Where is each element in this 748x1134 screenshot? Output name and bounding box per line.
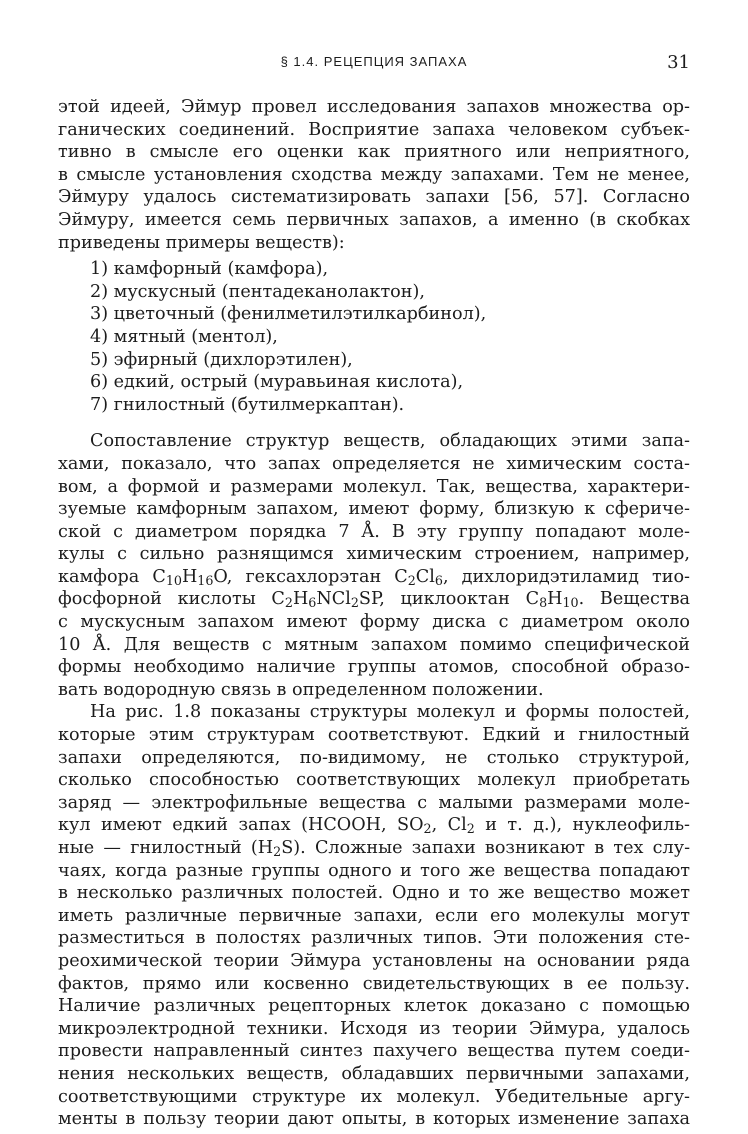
text-line: в несколько различных полостей. Одно и то же вещество может <box>58 883 690 904</box>
text-line: чаях, когда разные группы одного и того же вещества попадают <box>58 860 690 881</box>
text-line: реохимической теории Эймура установлены на основании ряда <box>58 950 690 971</box>
text-line: менты в пользу теории дают опыты, в которых изменение запаха <box>58 1109 690 1130</box>
text-line: в смысле установления сходства между запахами. Тем не менее, <box>58 164 690 185</box>
formula-line: ные — гнилостный $(H_2S)$. Сложные запахи возникают в тех слу- <box>58 838 691 860</box>
text-line: Сопоставление структур веществ, обладающих этими запа- <box>90 431 690 452</box>
text-line: микроэлектродной техники. Исходя из теории Эймура, удалось <box>58 1018 690 1039</box>
text-line: которые этим структурам соответствуют. Едкий и гнилостный <box>58 725 690 746</box>
text-line: с мускусным запахом имеют форму диска с диаметром около <box>58 612 690 633</box>
list-item: 7) гнилостный (бутилмеркаптан). <box>90 394 405 415</box>
list-item: 3) цветочный (фенилметилэтилкарбинол), <box>90 304 487 325</box>
formula-line: камфора $C_{10}H_{16}O$, гексахлорэтан $C_2Cl_6$, дихлоридэтиламид тио- <box>58 566 690 589</box>
paragraph-3 <box>58 701 690 1130</box>
text-line: разместиться в полостях различных типов. Эти положения сте- <box>58 928 690 949</box>
text-line: запахи определяются, по-видимому, не столько структурой, <box>58 747 690 768</box>
text-line: сколько способностью соответствующих молекул приобретать <box>58 770 690 791</box>
text-line: вом, а формой и размерами молекул. Так, вещества, характери- <box>58 476 690 497</box>
text-line: провести направленный синтез пахучего вещества путем соеди- <box>58 1041 690 1062</box>
text-line: вать водородную связь в определенном положении. <box>58 679 544 700</box>
text-line: иметь различные первичные запахи, если его молекулы могут <box>58 905 690 926</box>
text-line: тивно в смысле его оценки как приятного или неприятного, <box>58 142 690 163</box>
list-item: 6) едкий, острый (муравьиная кислота), <box>90 372 464 393</box>
text-line: ской с диаметром порядка 7 Å. В эту группу попадают моле- <box>58 521 690 542</box>
text-line: зуемые камфорным запахом, имеют форму, близкую к сфериче- <box>58 499 690 520</box>
text-line: фактов, прямо или косвенно свидетельствующих в ее пользу. <box>58 973 690 994</box>
text-line: формы необходимо наличие группы атомов, способной образо- <box>58 657 690 678</box>
body-text <box>58 96 690 1131</box>
formula-line: кул имеют едкий запах (HCOOH, $SO_2$, $Cl_2$ и т. д.), нуклеофиль- <box>58 815 690 837</box>
text-line: этой идеей, Эймур провел исследования запахов множества ор- <box>58 97 690 117</box>
text-line: соответствующими структуре их молекул. Убедительные аргу- <box>58 1086 690 1107</box>
text-line: ганических соединений. Восприятие запаха человеком субъек- <box>58 119 690 140</box>
text-line: хами, показало, что запах определяется не химическим соста- <box>58 453 690 474</box>
list-item: 1) камфорный (камфора), <box>90 259 329 280</box>
text-line: Эймуру удалось систематизировать запахи [56, 57]. Согласно <box>58 187 690 208</box>
text-line: 10 Å. Для веществ с мятным запахом помимо специфической <box>58 634 690 655</box>
list-item: 5) эфирный (дихлорэтилен), <box>90 349 353 370</box>
page-header <box>58 52 690 76</box>
text-line: Наличие различных рецепторных клеток доказано с помощью <box>58 996 690 1017</box>
list-item: 4) мятный (ментол), <box>90 326 278 347</box>
text-line: приведены примеры веществ): <box>58 232 345 253</box>
text-line: кулы с сильно разнящимся химическим строением, например, <box>58 544 690 565</box>
page-number: 31 <box>667 52 690 73</box>
primary-odors-list <box>58 258 690 416</box>
text-line: нения нескольких веществ, обладавших первичными запахами, <box>58 1063 690 1084</box>
paragraph-2 <box>58 430 690 701</box>
text-line: заряд — электрофильные вещества с малыми размерами моле- <box>58 792 690 813</box>
paragraph-1 <box>58 96 690 254</box>
list-item: 2) мускусный (пентадеканолактон), <box>90 281 425 302</box>
running-title: § 1.4. РЕЦЕПЦИЯ ЗАПАХА <box>280 54 468 69</box>
formula-line: фосфорной кислоты $C_2H_6NCl_2SP$, циклооктан $C_8H_{10}$. Вещества <box>58 589 691 611</box>
text-line: Эймуру, имеется семь первичных запахов, а именно (в скобках <box>58 209 690 230</box>
text-line: На рис. 1.8 показаны структуры молекул и формы полостей, <box>90 702 690 723</box>
